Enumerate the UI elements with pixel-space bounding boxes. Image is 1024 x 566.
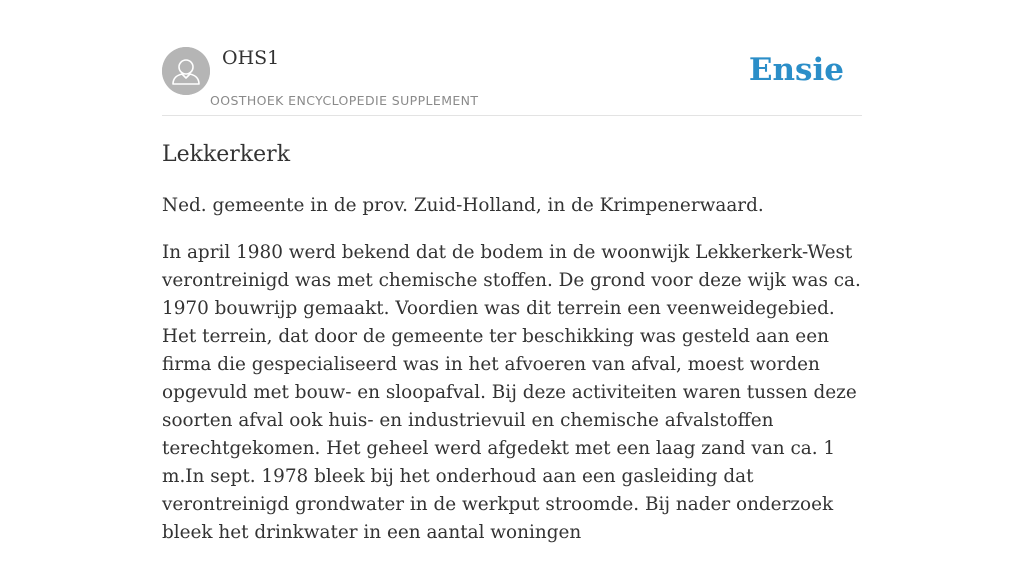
article-title: Lekkerkerk (162, 142, 291, 167)
article-body (162, 192, 862, 566)
article-header (162, 40, 862, 116)
paragraph: In april 1980 werd bekend dat de bodem in de woonwijk Lekkerkerk-West verontreinigd was met chemische stoffen. De grond voor deze wijk was ca. 1970 bouwrijp gemaakt. Voordien was dit terrein een veenweidegebied. Het terrein, dat door de gemeente ter beschikking was gesteld aan een firma die gespecialiseerd was in het afvoeren van afval, moest worden opgevuld met bouw- en sloopafval. Bij deze activiteiten waren tussen deze soorten afval ook huis- en industrievuil en chemische afvalstoffen terechtgekomen. Het geheel werd afgedekt met een laag zand van ca. 1 m.In sept. 1978 bleek bij het onderhoud aan een gasleiding dat verontreinigd grondwater in de werkput stroomde. Bij nader onderzoek bleek het drinkwater in een aantal woningen (162, 242, 861, 543)
author-name[interactable]: OHS1 (222, 47, 280, 69)
paragraph: Ned. gemeente in de prov. Zuid-Holland, in de Krimpenerwaard. (162, 195, 764, 216)
site-logo[interactable]: Ensie (748, 52, 844, 88)
user-icon[interactable] (162, 47, 210, 95)
source-label[interactable]: OOSTHOEK ENCYCLOPEDIE SUPPLEMENT (210, 93, 479, 108)
